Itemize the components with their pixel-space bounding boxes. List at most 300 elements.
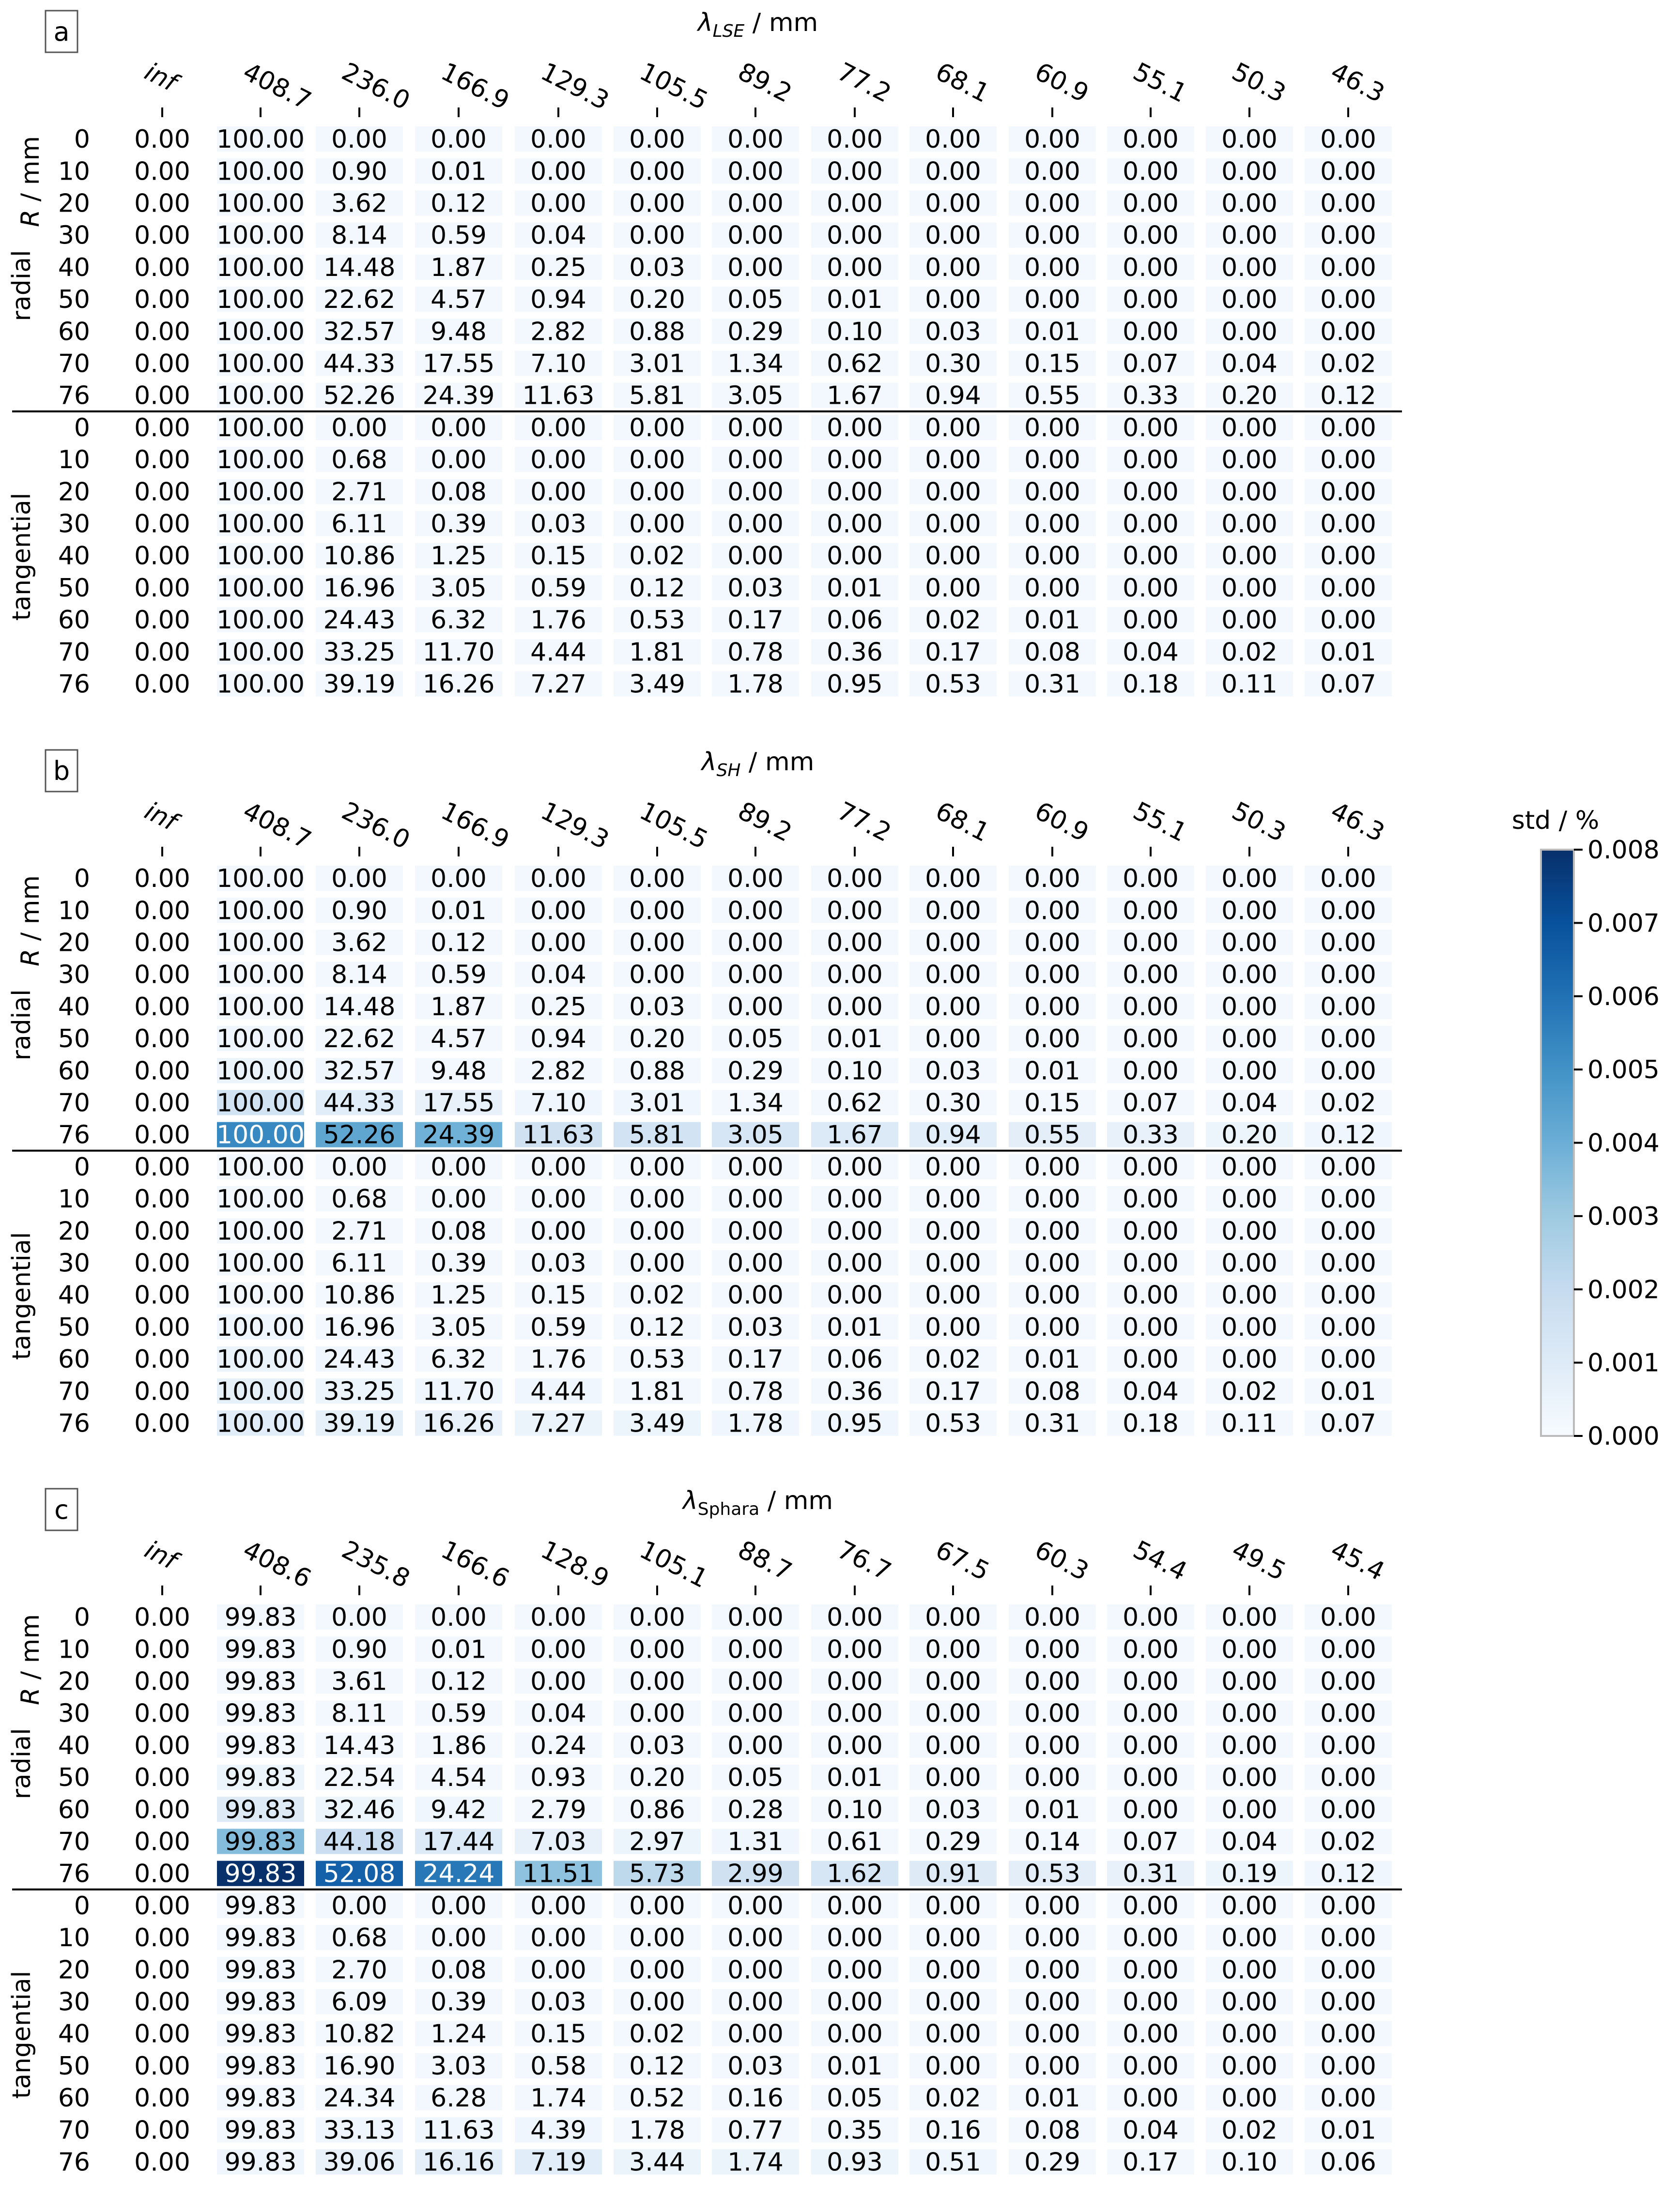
cell-value: 100.00 xyxy=(216,445,305,475)
column-tick-label: 105.1 xyxy=(635,1535,712,1594)
cell-value: 0.00 xyxy=(134,1377,190,1406)
cell-value: 0.10 xyxy=(827,1056,883,1086)
cell-value: 10.86 xyxy=(323,541,396,571)
cell-value: 0.00 xyxy=(1320,928,1376,958)
row-tick-label: 10 xyxy=(58,1923,90,1953)
cell-value: 0.00 xyxy=(1221,1312,1278,1342)
cell-value: 0.00 xyxy=(629,509,685,539)
cell-value: 0.00 xyxy=(1024,157,1080,186)
column-tick-label: 236.0 xyxy=(337,57,415,116)
cell-value: 0.00 xyxy=(1221,477,1278,507)
cell-value: 0.00 xyxy=(1320,1891,1376,1921)
cell-value: 100.00 xyxy=(216,1312,305,1342)
cell-value: 0.00 xyxy=(827,477,883,507)
cell-value: 0.00 xyxy=(827,1731,883,1760)
cell-value: 0.00 xyxy=(1320,189,1376,218)
row-tick-label: 20 xyxy=(58,1217,90,1246)
cell-value: 0.08 xyxy=(1024,2116,1080,2145)
cell-value: 99.83 xyxy=(224,2019,297,2049)
cell-value: 1.87 xyxy=(431,992,487,1022)
cell-value: 0.00 xyxy=(134,381,190,411)
cell-value: 0.00 xyxy=(1123,1281,1179,1310)
cell-value: 0.00 xyxy=(727,413,784,442)
row-tick-label: 70 xyxy=(58,349,90,379)
cell-value: 0.00 xyxy=(431,1152,487,1182)
colorbar-tick-label: 0.000 xyxy=(1587,1422,1660,1451)
cell-value: 22.62 xyxy=(323,1024,396,1054)
cell-value: 0.00 xyxy=(629,189,685,218)
cell-value: 100.00 xyxy=(216,1088,305,1118)
cell-value: 0.00 xyxy=(1123,992,1179,1022)
cell-value: 0.00 xyxy=(629,413,685,442)
cell-value: 0.90 xyxy=(331,157,387,186)
cell-value: 14.48 xyxy=(323,992,396,1022)
cell-value: 0.00 xyxy=(134,541,190,571)
cell-value: 0.00 xyxy=(530,157,586,186)
cell-value: 0.00 xyxy=(629,1699,685,1728)
row-tick-label: 10 xyxy=(58,1635,90,1664)
row-tick-label: 40 xyxy=(58,2019,90,2049)
cell-value: 0.00 xyxy=(1024,1249,1080,1278)
cell-value: 0.00 xyxy=(827,541,883,571)
cell-value: 0.00 xyxy=(925,2019,981,2049)
cell-value: 0.01 xyxy=(827,2051,883,2081)
cell-value: 0.00 xyxy=(134,1827,190,1857)
cell-value: 0.00 xyxy=(1024,1667,1080,1696)
cell-value: 0.94 xyxy=(530,1024,586,1054)
cell-value: 100.00 xyxy=(216,221,305,250)
cell-value: 100.00 xyxy=(216,1120,305,1150)
cell-value: 0.00 xyxy=(827,1603,883,1632)
cell-value: 39.06 xyxy=(323,2148,396,2177)
cell-value: 0.20 xyxy=(629,285,685,315)
cell-value: 0.00 xyxy=(331,1152,387,1182)
column-tick-label: 408.6 xyxy=(238,1535,316,1594)
cell-value: 0.24 xyxy=(530,1731,586,1760)
row-tick-label: 60 xyxy=(58,1345,90,1374)
column-tick-label: 60.3 xyxy=(1030,1535,1093,1587)
cell-value: 0.00 xyxy=(530,1891,586,1921)
cell-value: 39.19 xyxy=(323,670,396,699)
cell-value: 0.00 xyxy=(1024,573,1080,603)
cell-value: 0.00 xyxy=(134,1409,190,1438)
cell-value: 0.00 xyxy=(530,125,586,154)
cell-value: 0.02 xyxy=(1320,1088,1376,1118)
cell-value: 0.03 xyxy=(925,1795,981,1825)
y-axis-label: R / mm xyxy=(16,1614,45,1706)
row-tick-label: 0 xyxy=(74,1603,90,1632)
cell-value: 0.00 xyxy=(827,1635,883,1664)
cell-value: 0.00 xyxy=(1320,1249,1376,1278)
cell-value: 0.12 xyxy=(629,1312,685,1342)
cell-value: 0.00 xyxy=(925,221,981,250)
cell-value: 0.00 xyxy=(629,1987,685,2017)
cell-value: 0.53 xyxy=(925,1409,981,1438)
cell-value: 0.00 xyxy=(1221,1635,1278,1664)
colorbar-tick-label: 0.004 xyxy=(1587,1129,1660,1158)
row-tick-label: 76 xyxy=(58,1859,90,1889)
cell-value: 5.81 xyxy=(629,1120,685,1150)
cell-value: 0.00 xyxy=(629,1667,685,1696)
cell-value: 0.00 xyxy=(727,1891,784,1921)
cell-value: 0.17 xyxy=(925,638,981,667)
cell-value: 0.59 xyxy=(431,960,487,990)
cell-value: 0.00 xyxy=(1024,509,1080,539)
cell-value: 3.05 xyxy=(431,1312,487,1342)
cell-value: 0.00 xyxy=(1123,1345,1179,1374)
cell-value: 0.16 xyxy=(727,2084,784,2113)
panel-label: b xyxy=(53,756,70,786)
cell-value: 0.12 xyxy=(1320,1859,1376,1889)
cell-value: 0.00 xyxy=(1320,2084,1376,2113)
panel-b xyxy=(7,748,1402,1438)
cell-value: 0.00 xyxy=(925,864,981,894)
cell-value: 0.88 xyxy=(629,1056,685,1086)
cell-value: 0.00 xyxy=(727,1152,784,1182)
cell-value: 0.12 xyxy=(629,2051,685,2081)
row-tick-label: 10 xyxy=(58,896,90,926)
cell-value: 0.00 xyxy=(727,477,784,507)
cell-value: 0.00 xyxy=(629,864,685,894)
cell-value: 0.03 xyxy=(629,253,685,282)
cell-value: 0.00 xyxy=(925,573,981,603)
cell-value: 0.02 xyxy=(925,606,981,635)
cell-value: 100.00 xyxy=(216,157,305,186)
cell-value: 0.00 xyxy=(1024,2019,1080,2049)
column-tick-label: 50.3 xyxy=(1227,796,1291,848)
cell-value: 6.32 xyxy=(431,606,487,635)
cell-value: 0.00 xyxy=(1024,1987,1080,2017)
cell-value: 0.07 xyxy=(1123,1827,1179,1857)
cell-value: 0.00 xyxy=(827,960,883,990)
cell-value: 0.02 xyxy=(925,1345,981,1374)
cell-value: 0.12 xyxy=(1320,381,1376,411)
cell-value: 100.00 xyxy=(216,606,305,635)
cell-value: 44.33 xyxy=(323,349,396,379)
cell-value: 0.06 xyxy=(827,606,883,635)
cell-value: 0.04 xyxy=(530,1699,586,1728)
cell-value: 0.00 xyxy=(134,1731,190,1760)
cell-value: 0.00 xyxy=(1024,1635,1080,1664)
row-tick-label: 60 xyxy=(58,1795,90,1825)
cell-value: 0.51 xyxy=(925,2148,981,2177)
cell-value: 99.83 xyxy=(224,1987,297,2017)
cell-value: 32.57 xyxy=(323,1056,396,1086)
cell-value: 0.06 xyxy=(1320,2148,1376,2177)
cell-value: 0.15 xyxy=(530,541,586,571)
cell-value: 0.00 xyxy=(629,1603,685,1632)
cell-value: 0.00 xyxy=(727,864,784,894)
cell-value: 0.00 xyxy=(1123,1635,1179,1664)
cell-value: 7.10 xyxy=(530,1088,586,1118)
cell-value: 2.82 xyxy=(530,1056,586,1086)
cell-value: 0.03 xyxy=(629,992,685,1022)
cell-value: 100.00 xyxy=(216,573,305,603)
cell-value: 0.00 xyxy=(1024,896,1080,926)
cell-value: 100.00 xyxy=(216,1024,305,1054)
cell-value: 0.00 xyxy=(1320,413,1376,442)
cell-value: 100.00 xyxy=(216,670,305,699)
cell-value: 0.00 xyxy=(431,1891,487,1921)
cell-value: 0.00 xyxy=(134,1923,190,1953)
colorbar-tick-label: 0.003 xyxy=(1587,1202,1660,1231)
colorbar-tick-label: 0.002 xyxy=(1587,1275,1660,1305)
cell-value: 24.39 xyxy=(422,1120,495,1150)
cell-value: 0.00 xyxy=(134,1185,190,1214)
cell-value: 1.81 xyxy=(629,1377,685,1406)
cell-value: 0.39 xyxy=(431,1987,487,2017)
cell-value: 24.24 xyxy=(422,1859,495,1889)
cell-value: 0.39 xyxy=(431,1249,487,1278)
cell-value: 0.00 xyxy=(1320,1281,1376,1310)
cell-value: 0.00 xyxy=(431,864,487,894)
cell-value: 0.04 xyxy=(1123,1377,1179,1406)
cell-value: 0.90 xyxy=(331,1635,387,1664)
cell-value: 0.00 xyxy=(1024,1185,1080,1214)
cell-value: 0.00 xyxy=(530,1217,586,1246)
cell-value: 0.00 xyxy=(1024,125,1080,154)
cell-value: 0.00 xyxy=(1221,1731,1278,1760)
cell-value: 0.04 xyxy=(1123,638,1179,667)
cell-value: 0.00 xyxy=(827,125,883,154)
cell-value: 0.02 xyxy=(1221,1377,1278,1406)
cell-value: 0.00 xyxy=(827,1987,883,2017)
cell-value: 0.00 xyxy=(1123,573,1179,603)
cell-value: 1.31 xyxy=(727,1827,784,1857)
cell-value: 0.55 xyxy=(1024,1120,1080,1150)
cell-value: 16.26 xyxy=(422,670,495,699)
row-tick-label: 40 xyxy=(58,992,90,1022)
cell-value: 1.76 xyxy=(530,1345,586,1374)
group-label-tangential: tangential xyxy=(7,492,36,621)
cell-value: 0.05 xyxy=(727,1024,784,1054)
panel-title: $\lambda_{LSE}$ / mm xyxy=(697,8,818,41)
cell-value: 100.00 xyxy=(216,960,305,990)
cell-value: 5.73 xyxy=(629,1859,685,1889)
cell-value: 0.62 xyxy=(827,349,883,379)
column-tick-label: 68.1 xyxy=(931,796,994,848)
cell-value: 0.00 xyxy=(1320,960,1376,990)
cell-value: 0.00 xyxy=(629,1923,685,1953)
column-tick-label: 105.5 xyxy=(635,796,712,855)
cell-value: 24.39 xyxy=(422,381,495,411)
cell-value: 0.00 xyxy=(827,509,883,539)
cell-value: 14.48 xyxy=(323,253,396,282)
cell-value: 0.00 xyxy=(727,1923,784,1953)
cell-value: 9.48 xyxy=(431,1056,487,1086)
cell-value: 0.00 xyxy=(629,1152,685,1182)
cell-value: 0.12 xyxy=(431,928,487,958)
cell-value: 0.00 xyxy=(1024,1699,1080,1728)
cell-value: 0.00 xyxy=(827,1955,883,1985)
column-tick-label: 129.3 xyxy=(536,57,614,116)
cell-value: 0.00 xyxy=(1221,606,1278,635)
row-tick-label: 20 xyxy=(58,928,90,958)
cell-value: 0.01 xyxy=(431,896,487,926)
cell-value: 3.61 xyxy=(331,1667,387,1696)
cell-value: 0.00 xyxy=(827,1281,883,1310)
cell-value: 0.00 xyxy=(1320,1635,1376,1664)
column-tick-label: 60.9 xyxy=(1030,57,1093,109)
cell-value: 0.00 xyxy=(727,1699,784,1728)
cell-value: 0.00 xyxy=(925,1987,981,2017)
cell-value: 2.99 xyxy=(727,1859,784,1889)
cell-value: 0.08 xyxy=(431,1955,487,1985)
cell-value: 0.00 xyxy=(134,670,190,699)
cell-value: 0.59 xyxy=(530,573,586,603)
cell-value: 0.00 xyxy=(530,477,586,507)
cell-value: 0.00 xyxy=(1123,864,1179,894)
cell-value: 32.46 xyxy=(323,1795,396,1825)
cell-value: 0.00 xyxy=(827,189,883,218)
cell-value: 0.00 xyxy=(134,1763,190,1793)
cell-value: 0.00 xyxy=(629,477,685,507)
cell-value: 17.55 xyxy=(422,1088,495,1118)
cell-value: 0.00 xyxy=(431,1603,487,1632)
cell-value: 0.00 xyxy=(827,1699,883,1728)
cell-value: 0.00 xyxy=(727,1185,784,1214)
cell-value: 0.04 xyxy=(530,221,586,250)
cell-value: 0.00 xyxy=(1320,992,1376,1022)
cell-value: 6.32 xyxy=(431,1345,487,1374)
cell-value: 0.00 xyxy=(134,1056,190,1086)
cell-value: 0.00 xyxy=(134,1120,190,1150)
row-tick-label: 20 xyxy=(58,477,90,507)
row-tick-label: 10 xyxy=(58,1185,90,1214)
cell-value: 0.01 xyxy=(827,285,883,315)
cell-value: 0.00 xyxy=(134,2116,190,2145)
cell-value: 1.87 xyxy=(431,253,487,282)
cell-value: 0.00 xyxy=(925,1731,981,1760)
cell-value: 0.17 xyxy=(727,606,784,635)
row-tick-label: 50 xyxy=(58,1763,90,1793)
cell-value: 0.00 xyxy=(1320,606,1376,635)
row-tick-label: 40 xyxy=(58,253,90,282)
cell-value: 0.00 xyxy=(134,157,190,186)
cell-value: 0.91 xyxy=(925,1859,981,1889)
cell-value: 0.00 xyxy=(1123,606,1179,635)
cell-value: 0.00 xyxy=(134,896,190,926)
cell-value: 0.00 xyxy=(1320,285,1376,315)
cell-value: 0.00 xyxy=(1221,1667,1278,1696)
cell-value: 0.00 xyxy=(530,928,586,958)
cell-value: 0.15 xyxy=(530,2019,586,2049)
cell-value: 0.00 xyxy=(1123,541,1179,571)
cell-value: 0.20 xyxy=(1221,381,1278,411)
cell-value: 0.00 xyxy=(1320,253,1376,282)
cell-value: 0.00 xyxy=(530,1923,586,1953)
row-tick-label: 76 xyxy=(58,381,90,411)
cell-value: 0.00 xyxy=(925,541,981,571)
cell-value: 0.00 xyxy=(727,1217,784,1246)
column-tick-label: 166.9 xyxy=(436,57,514,116)
cell-value: 100.00 xyxy=(216,1409,305,1438)
cell-value: 0.00 xyxy=(925,2051,981,2081)
cell-value: 2.79 xyxy=(530,1795,586,1825)
cell-value: 0.55 xyxy=(1024,381,1080,411)
cell-value: 99.83 xyxy=(224,1891,297,1921)
cell-value: 0.00 xyxy=(134,1699,190,1728)
cell-value: 3.05 xyxy=(431,573,487,603)
cell-value: 0.00 xyxy=(1320,541,1376,571)
cell-value: 0.17 xyxy=(925,1377,981,1406)
cell-value: 1.74 xyxy=(727,2148,784,2177)
cell-value: 0.00 xyxy=(727,509,784,539)
cell-value: 3.49 xyxy=(629,1409,685,1438)
cell-value: 8.11 xyxy=(331,1699,387,1728)
cell-value: 0.00 xyxy=(1123,1312,1179,1342)
cell-value: 0.78 xyxy=(727,1377,784,1406)
cell-value: 10.82 xyxy=(323,2019,396,2049)
cell-value: 4.57 xyxy=(431,1024,487,1054)
cell-value: 0.00 xyxy=(1221,573,1278,603)
cell-value: 3.44 xyxy=(629,2148,685,2177)
cell-value: 0.00 xyxy=(925,960,981,990)
cell-value: 100.00 xyxy=(216,349,305,379)
column-tick-label: 67.5 xyxy=(931,1535,994,1587)
row-tick-label: 0 xyxy=(74,1152,90,1182)
cell-value: 99.83 xyxy=(224,1763,297,1793)
cell-value: 0.00 xyxy=(134,573,190,603)
cell-value: 0.00 xyxy=(530,864,586,894)
cell-value: 33.25 xyxy=(323,638,396,667)
cell-value: 0.00 xyxy=(1123,1603,1179,1632)
cell-value: 4.44 xyxy=(530,638,586,667)
cell-value: 0.00 xyxy=(629,125,685,154)
cell-value: 0.15 xyxy=(530,1281,586,1310)
cell-value: 0.00 xyxy=(1123,1217,1179,1246)
cell-value: 0.00 xyxy=(925,477,981,507)
cell-value: 0.36 xyxy=(827,638,883,667)
cell-value: 0.00 xyxy=(1024,1217,1080,1246)
cell-value: 0.00 xyxy=(331,125,387,154)
cell-value: 0.00 xyxy=(1123,928,1179,958)
cell-value: 0.00 xyxy=(1024,960,1080,990)
cell-value: 0.93 xyxy=(827,2148,883,2177)
cell-value: 0.00 xyxy=(629,1955,685,1985)
cell-value: 0.00 xyxy=(1024,1281,1080,1310)
row-tick-label: 30 xyxy=(58,1699,90,1728)
cell-value: 2.71 xyxy=(331,477,387,507)
cell-value: 0.94 xyxy=(925,1120,981,1150)
cell-value: 0.00 xyxy=(1024,541,1080,571)
cell-value: 0.00 xyxy=(1320,573,1376,603)
cell-value: 0.00 xyxy=(727,1955,784,1985)
cell-value: 0.00 xyxy=(134,413,190,442)
row-tick-label: 70 xyxy=(58,638,90,667)
cell-value: 0.00 xyxy=(1320,1955,1376,1985)
row-tick-label: 40 xyxy=(58,1281,90,1310)
cell-value: 0.00 xyxy=(530,896,586,926)
cell-value: 0.08 xyxy=(431,1217,487,1246)
cell-value: 0.00 xyxy=(925,1923,981,1953)
cell-value: 0.00 xyxy=(1221,509,1278,539)
column-tick-label: 235.8 xyxy=(337,1535,415,1594)
column-tick-label: 50.3 xyxy=(1227,57,1291,109)
cell-value: 99.83 xyxy=(224,1699,297,1728)
cell-value: 0.68 xyxy=(331,1923,387,1953)
cell-value: 0.00 xyxy=(1123,1891,1179,1921)
cell-value: 0.01 xyxy=(1024,2084,1080,2113)
row-tick-label: 70 xyxy=(58,1827,90,1857)
cell-value: 1.34 xyxy=(727,349,784,379)
cell-value: 0.00 xyxy=(1320,1152,1376,1182)
column-tick-label: 49.5 xyxy=(1227,1535,1291,1587)
cell-value: 0.00 xyxy=(727,445,784,475)
cell-value: 0.00 xyxy=(827,896,883,926)
colorbar-tick-label: 0.008 xyxy=(1587,836,1660,865)
cell-value: 17.44 xyxy=(422,1827,495,1857)
